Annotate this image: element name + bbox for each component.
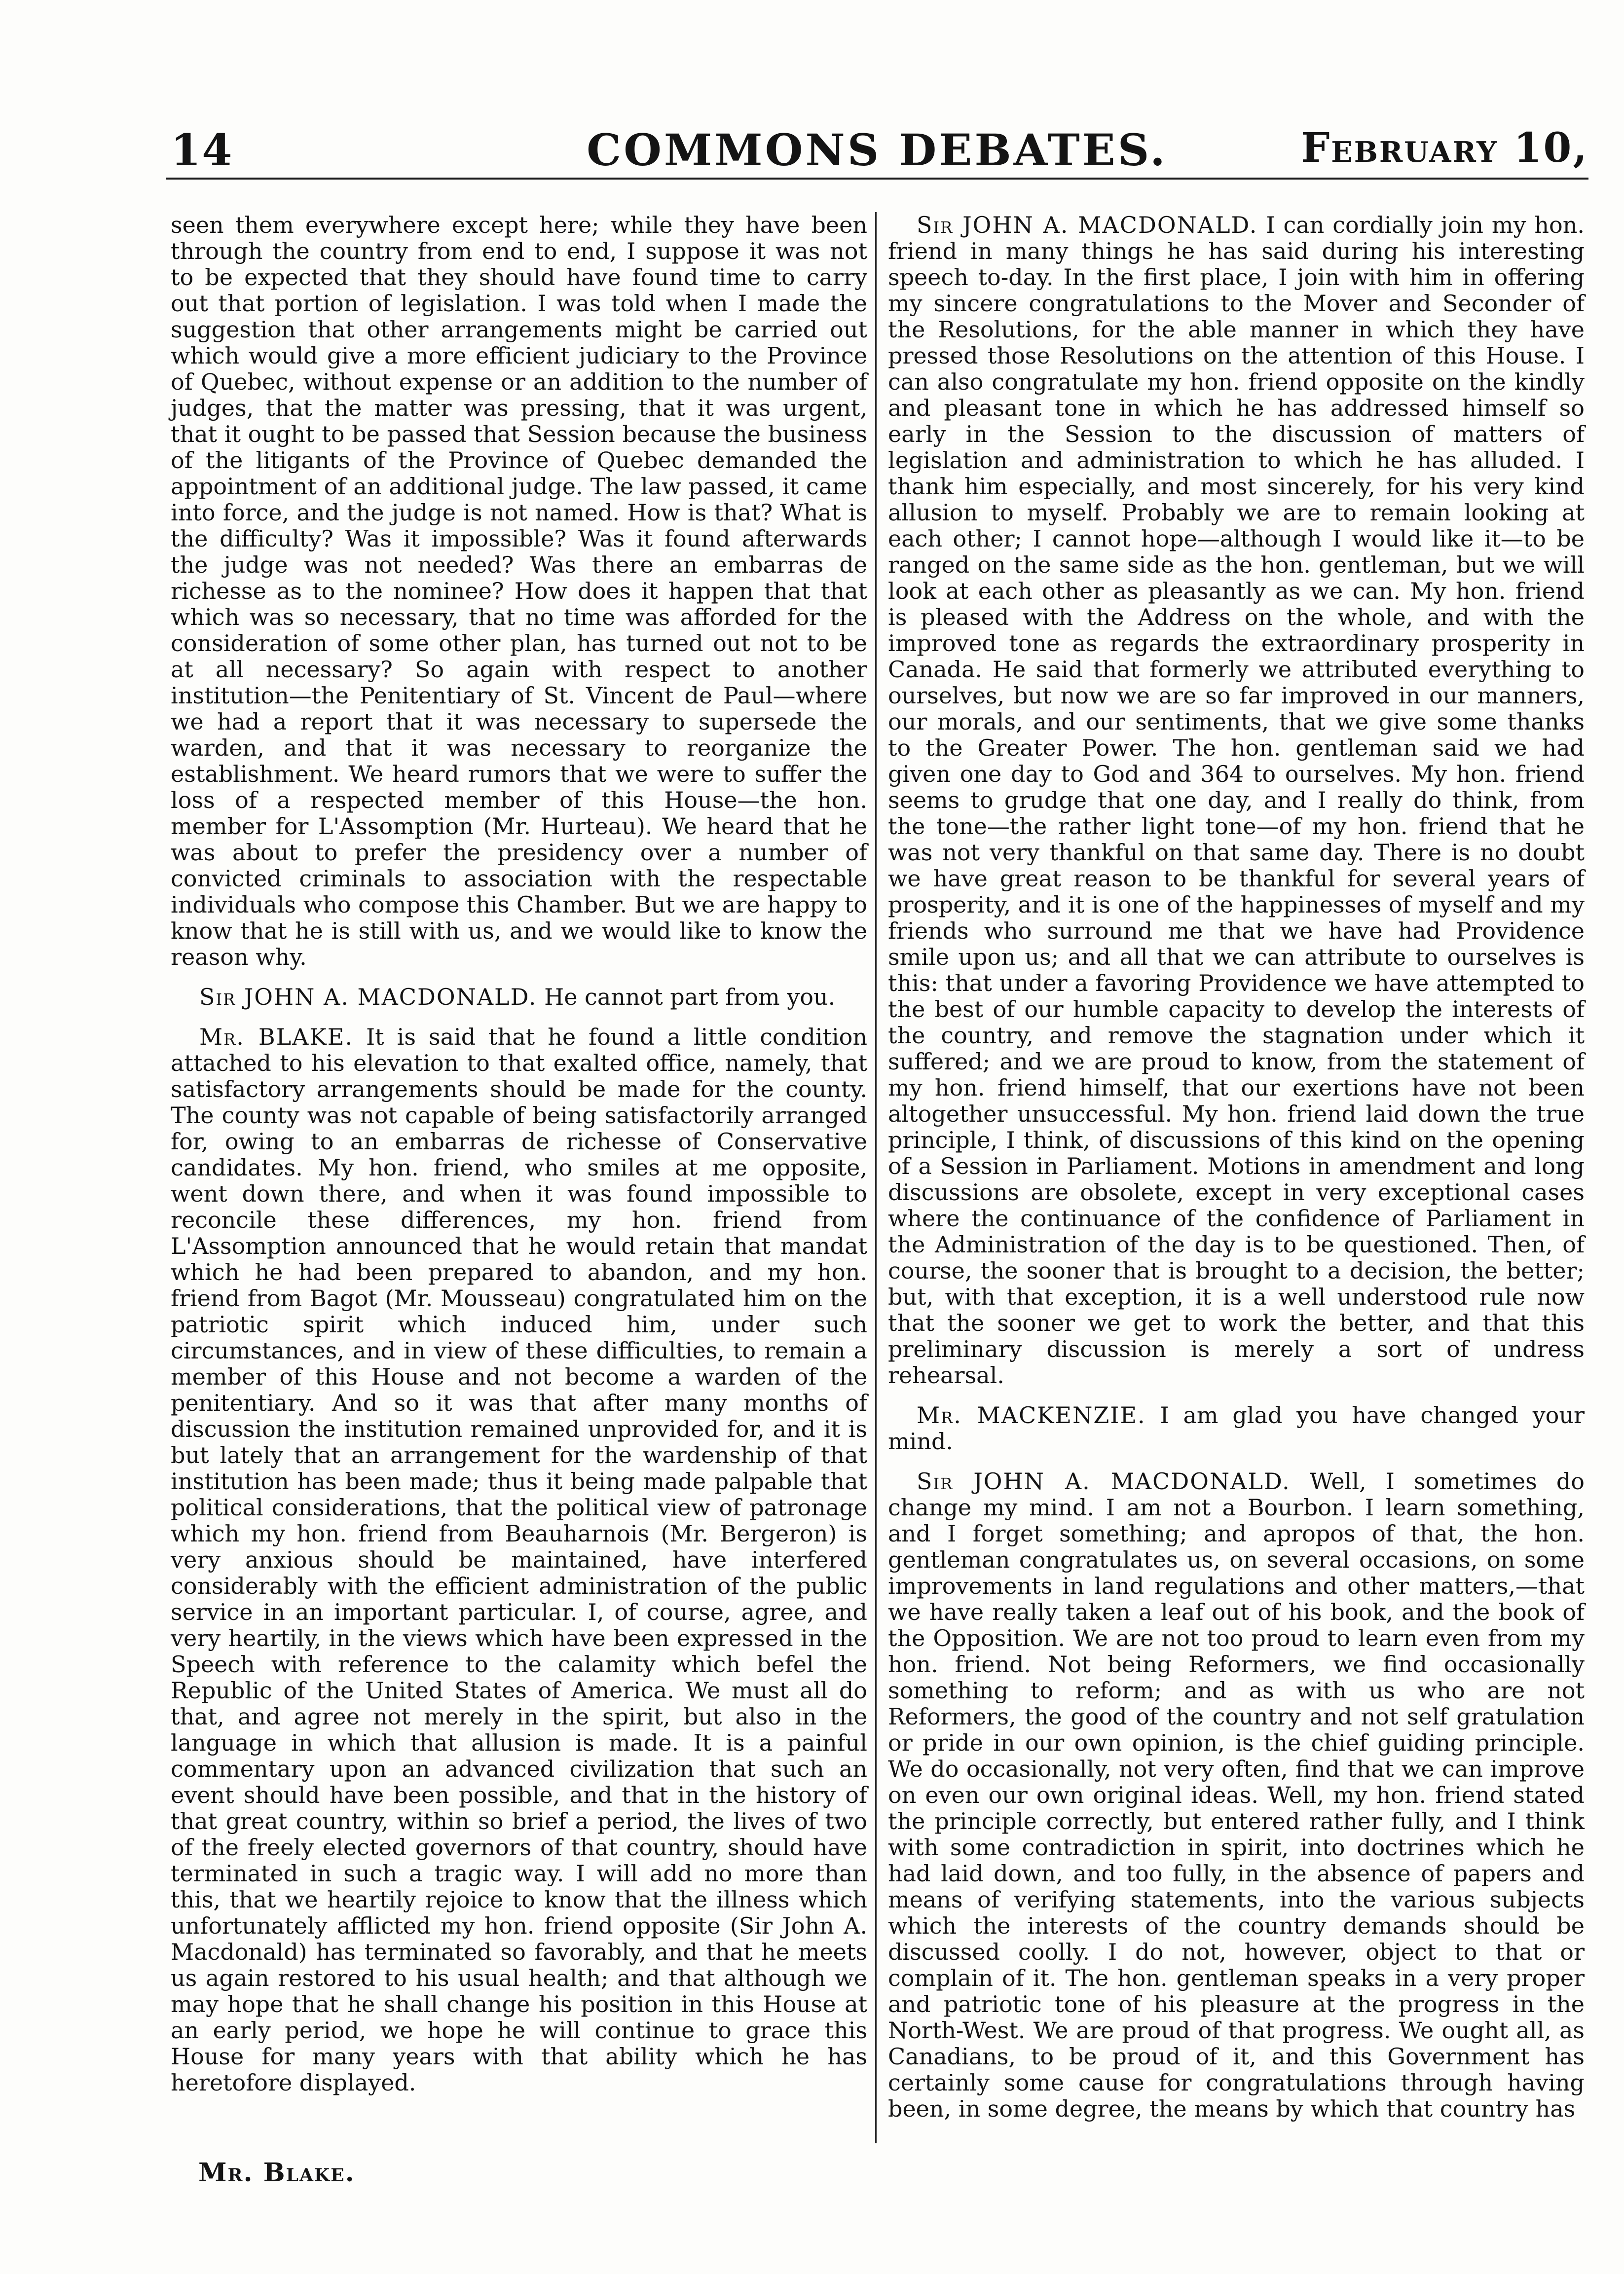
paragraph-text: I can cordially join my hon. friend in many things he has said during his interesting speech to-day. In the first place, I join with him in offering my sincere congratulations to the Mover and Seconder of the Resolutions, for the able manner in which they have pressed those Resolutions on the attention of this House. I can also congratulate my hon. friend opposite on the kindly and pleasant tone in which he has addressed himself so early in the Session to the discussion of matters of legislation and administration to which he has alluded. I thank him especially, and most sincerely, for his very kind allusion to myself. Probably we are to remain looking at each other; I cannot hope—although I would like it—to be ranged on the same side as the hon. gentleman, but we will look at each other as pleasantly as we can. My hon. friend is pleased with the Address on the whole, and with the improved tone as regards the extraordinary prosperity in Canada. He said that formerly we attributed everything to ourselves, but now we are so far improved in our manners, our morals, and our sentiments, that we give some thanks to the Greater Power. The hon. gentleman said we had given one day to God and 364 to ourselves. My hon. friend seems to grudge that one day, and I really do think, from the tone—the rather light tone—of my hon. friend that he was not very thankful on that same day. There is no doubt we have great reason to be thankful for several years of prosperity, and it is one of the happinesses of myself and my friends who surround me that we have had Providence smile upon us; and all that we can attribute to ourselves is this: that under a favoring Providence we have attempted to the best of our humble capacity to develop the interests of the country, and remove the stagnation under which it suffered; and we are proud to know, from the statement of my hon. friend himself, that our exertions have not been altogether unsuccessful. My hon. friend laid down the true principle, I think, of discussions of this kind on the opening of a Session in Parliament. Motions in amendment and long discussions are obsolete, except in very exceptional cases where the continuance of the confidence of Parliament in the Administration of the day is to be questioned. Then, of course, the sooner that is brought to a decision, the better; but, with that exception, it is a well understood rule now that the sooner we get to work the better, and that this preliminary discussion is merely a sort of undress rehearsal. xyxy=(888,212,1585,1389)
header-rule xyxy=(166,178,1588,180)
left-column xyxy=(171,212,867,2110)
paragraph xyxy=(888,212,1585,1389)
paragraph-text: seen them everywhere except here; while they have been through the country from end to end, I suppose it was not to be expected that they should have found time to carry out that portion of legislation. I was told when I made the suggestion that other arrangements might be carried out which would give a more efficient judiciary to the Province of Quebec, without expense or an addition to the number of judges, that the matter was pressing, that it was urgent, that it ought to be passed that Session because the business of the litigants of the Province of Quebec demanded the appointment of an additional judge. The law passed, it came into force, and the judge is not named. How is that? What is the difficulty? Was it impossible? Was it found afterwards the judge was not needed? Was there an embarras de richesse as to the nominee? How does it happen that that which was so necessary, that no time was afforded for the consideration of some other plan, has turned out not to be at all necessary? So again with respect to another institution—the Penitentiary of St. Vincent de Paul—where we had a report that it was necessary to supersede the warden, and that it was necessary to reorganize the establishment. We heard rumors that we were to suffer the loss of a respected member of this House—the hon. member for L'Assomption (Mr. Hurteau). We heard that he was about to prefer the presidency over a number of convicted criminals to association with the respectable individuals who compose this Chamber. But we are happy to know that he is still with us, and we would like to know the reason why. xyxy=(171,212,867,970)
publication-title: COMMONS DEBATES. xyxy=(587,124,1168,176)
paragraph xyxy=(888,1468,1585,2122)
paragraph xyxy=(171,212,867,970)
paragraph xyxy=(171,984,867,1010)
page-number: 14 xyxy=(171,124,233,176)
right-column xyxy=(888,212,1585,2136)
paragraph-text: Well, I sometimes do change my mind. I am not a Bourbon. I learn something, and I forget something; and apropos of that, the hon. gentleman congratulates us, on several occasions, on some improvements in land regulations and other matters,—that we have really taken a leaf out of his book, and the book of the Opposition. We are not too proud to learn even from my hon. friend. Not being Reformers, we find occasionally something to reform; and as with us who are not Reformers, the good of the country and not self gratulation or pride in our own opinion, is the chief guiding principle. We do occasionally, not very often, find that we can improve on even our own original ideas. Well, my hon. friend stated the principle correctly, but entered rather fully, and I think with some contradiction in spirit, into doctrines which he had laid down, and too fully, in the absence of papers and means of verifying statements, into the various subjects which the interests of the country demands should be discussed coolly. I do not, however, object to that or complain of it. The hon. gentleman speaks in a very proper and patriotic tone of his pleasure at the progress in the North-West. We are proud of that progress. We ought all, as Canadians, to be proud of it, and this Government has certainly some cause for congratulations through having been, in some degree, the means by which that country has xyxy=(888,1468,1585,2122)
speaker-name: Mr. MACKENZIE. xyxy=(917,1402,1146,1429)
speaker-name: Sir JOHN A. MACDONALD. xyxy=(917,212,1258,238)
page-header xyxy=(166,110,1588,174)
speaker-name: Sir JOHN A. MACDONALD. xyxy=(917,1468,1291,1495)
speaker-name: Mr. BLAKE. xyxy=(199,1024,353,1050)
paragraph-text: He cannot part from you. xyxy=(544,984,836,1010)
paragraph xyxy=(888,1402,1585,1455)
page-date: February 10, xyxy=(1301,124,1588,172)
speaker-name: Sir JOHN A. MACDONALD. xyxy=(199,984,537,1010)
page-signature: Mr. Blake. xyxy=(198,2158,355,2188)
paragraph-text: It is said that he found a little condition attached to his elevation to that exalted office, namely, that satisfactory arrangements should be made for the county. The county was not capable of being satisfactorily arranged for, owing to an embarras de richesse of Conservative candidates. My hon. friend, who smiles at me opposite, went down there, and when it was found impossible to reconcile these differences, my hon. friend from L'Assomption announced that he would retain that mandat which he had been prepared to abandon, and my hon. friend from Bagot (Mr. Mousseau) congratulated him on the patriotic spirit which induced him, under such circumstances, and in view of these difficulties, to remain a member of this House and not become a warden of the penitentiary. And so it was that after many months of discussion the institution remained unprovided for, and it is but lately that an arrangement for the wardenship of that institution has been made; thus it being made palpable that political considerations, that the political view of patronage which my hon. friend from Beauharnois (Mr. Bergeron) is very anxious should be maintained, have interfered considerably with the efficient administration of the public service in an important particular. I, of course, agree, and very heartily, in the views which have been expressed in the Speech with reference to the calamity which befel the Republic of the United States of America. We must all do that, and agree not merely in the spirit, but also in the language in which that allusion is made. It is a painful commentary upon an advanced civilization that such an event should have been possible, and that in the history of that great country, within so brief a period, the lives of two of the freely elected governors of that country, should have terminated in such a tragic way. I will add no more than this, that we heartily rejoice to know that the illness which unfortunately afflicted my hon. friend opposite (Sir John A. Macdonald) has terminated so favorably, and that he meets us again restored to his usual health; and that although we may hope that he shall change his position in this House at an early period, we hope he will continue to grace this House for many years with that ability which he has heretofore displayed. xyxy=(171,1024,868,2096)
paragraph-text: I am glad you have changed your mind. xyxy=(888,1402,1585,1455)
column-divider xyxy=(875,212,877,2143)
paragraph xyxy=(171,1024,867,2096)
